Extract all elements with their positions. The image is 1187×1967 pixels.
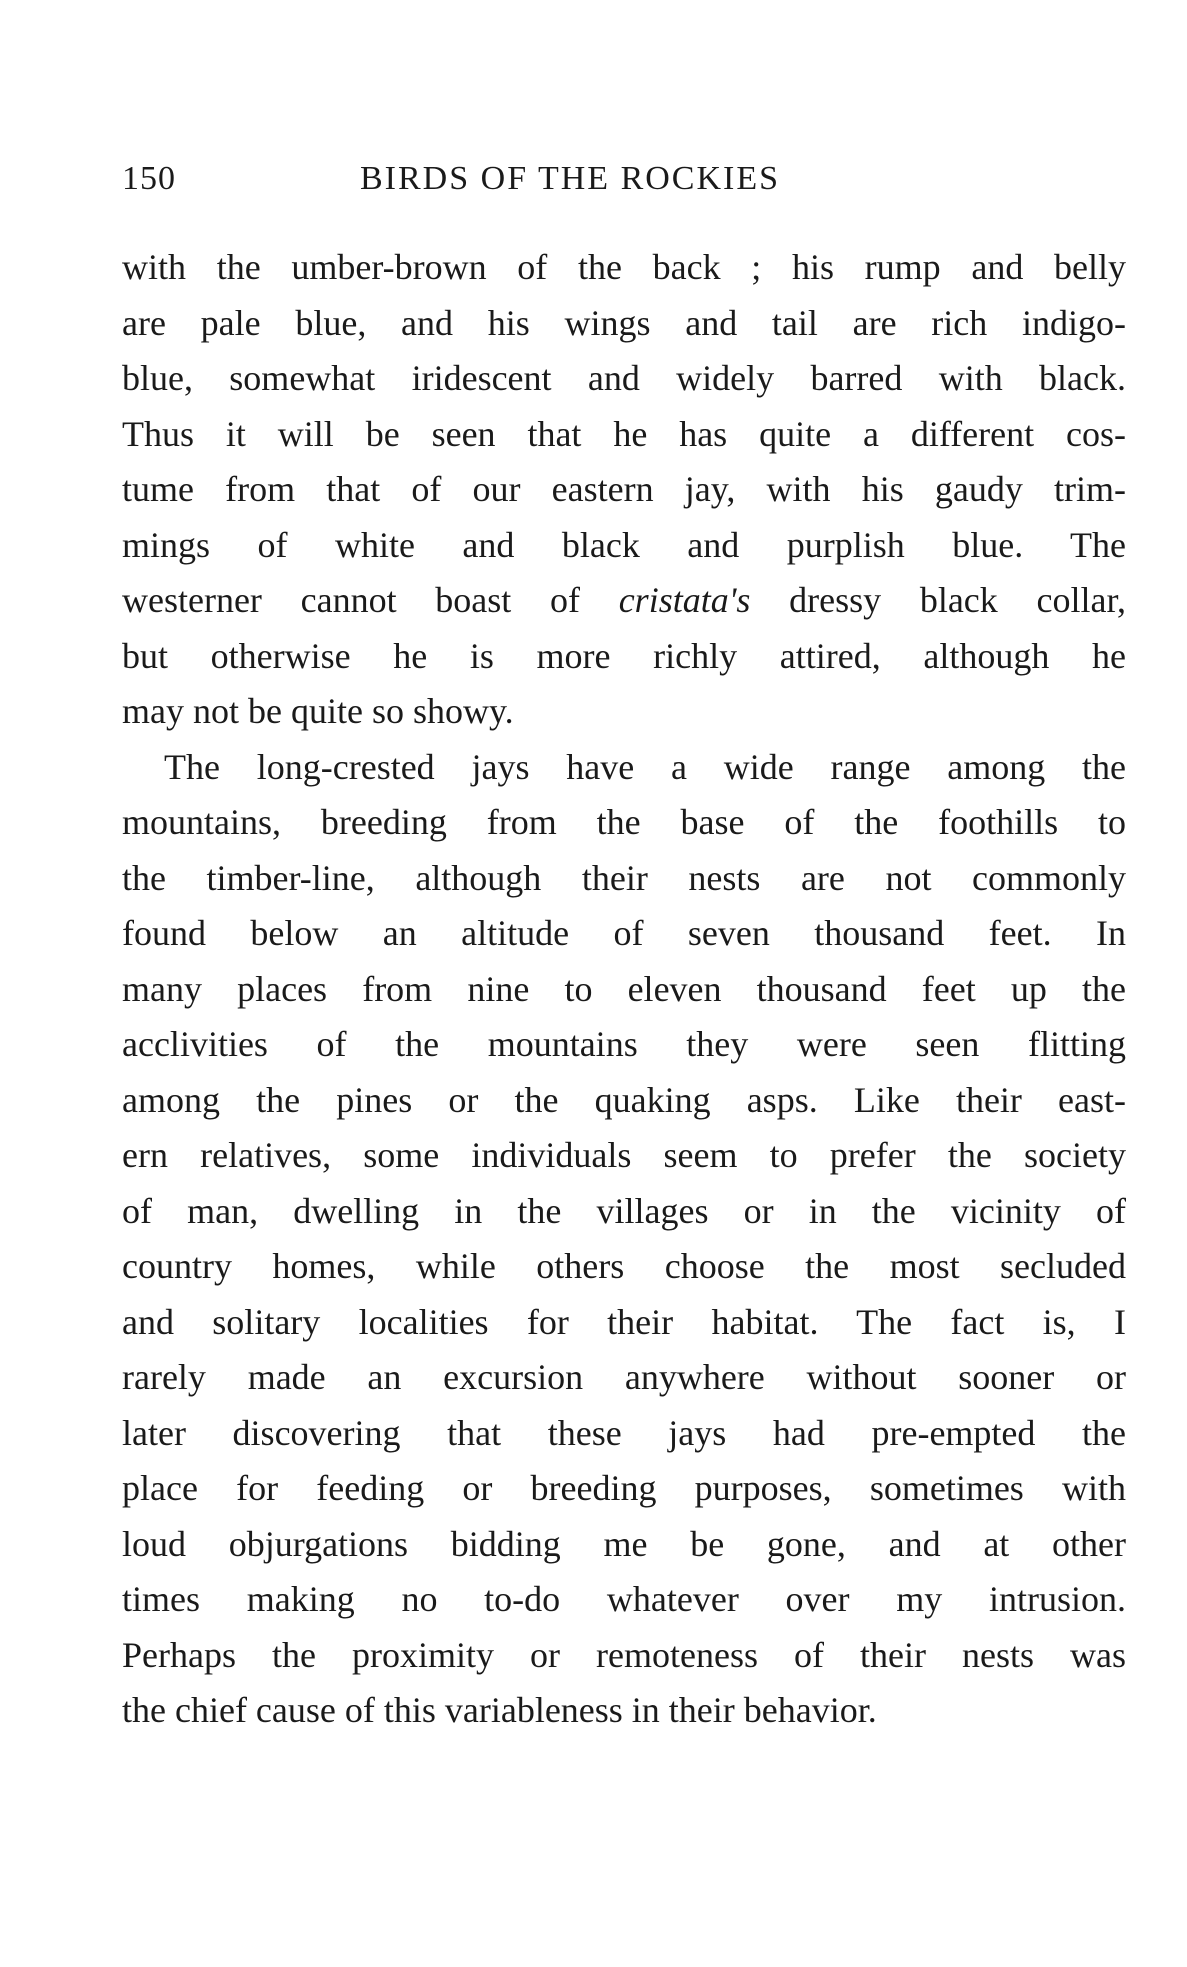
text-line: blue, somewhat iridescent and widely barred with black. bbox=[122, 358, 1126, 398]
text-line: but otherwise he is more richly attired, although he bbox=[122, 635, 1126, 676]
text-segment: westerner cannot boast of bbox=[122, 580, 619, 620]
text-line: of man, dwelling in the villages or in the vicinity of bbox=[122, 1190, 1126, 1231]
text-line: among the pines or the quaking asps. Like their east- bbox=[122, 1079, 1126, 1120]
text-line: ern relatives, some individuals seem to prefer the society bbox=[122, 1135, 1126, 1175]
text-line: The long-crested jays have a wide range among the bbox=[164, 746, 1126, 787]
text-line: found below an altitude of seven thousand feet. In bbox=[122, 913, 1126, 953]
text-line: many places from nine to eleven thousand feet up the bbox=[122, 968, 1126, 1009]
italic-species-name: cristata's bbox=[618, 580, 751, 620]
text-line: mountains, breeding from the base of the foothills to bbox=[122, 802, 1126, 842]
text-line: rarely made an excursion anywhere without sooner or bbox=[122, 1357, 1126, 1397]
text-line: and solitary localities for their habitat. The fact is, I bbox=[122, 1301, 1126, 1342]
text-segment: dressy black collar, bbox=[750, 580, 1127, 620]
text-line: Perhaps the proximity or remoteness of their nests was bbox=[122, 1634, 1126, 1675]
body-text bbox=[122, 240, 1126, 1739]
text-line: with the umber-brown of the back ; his rump and belly bbox=[122, 247, 1126, 287]
text-line: country homes, while others choose the most secluded bbox=[122, 1246, 1126, 1286]
text-line: loud objurgations bidding me be gone, and at other bbox=[122, 1523, 1126, 1564]
text-line: acclivities of the mountains they were seen flitting bbox=[122, 1024, 1126, 1064]
text-line: the timber-line, although their nests are not commonly bbox=[122, 857, 1126, 898]
running-head bbox=[122, 160, 1122, 210]
text-line: place for feeding or breeding purposes, sometimes with bbox=[122, 1468, 1126, 1508]
text-line: times making no to-do whatever over my intrusion. bbox=[122, 1579, 1126, 1619]
text-line bbox=[122, 573, 1126, 629]
paragraph-2 bbox=[122, 740, 1126, 1739]
page-number: 150 bbox=[122, 160, 176, 197]
text-line: Thus it will be seen that he has quite a different cos- bbox=[122, 413, 1126, 454]
text-line: are pale blue, and his wings and tail are rich indigo- bbox=[122, 302, 1126, 343]
text-line: mings of white and black and purplish blue. The bbox=[122, 524, 1126, 565]
text-line: tume from that of our eastern jay, with his gaudy trim- bbox=[122, 469, 1126, 509]
text-line: later discovering that these jays had pre-empted the bbox=[122, 1412, 1126, 1453]
running-title: BIRDS OF THE ROCKIES bbox=[360, 160, 781, 197]
text-line: the chief cause of this variableness in their behavior. bbox=[122, 1690, 877, 1730]
text-line: may not be quite so showy. bbox=[122, 691, 514, 731]
paragraph-1 bbox=[122, 240, 1126, 740]
